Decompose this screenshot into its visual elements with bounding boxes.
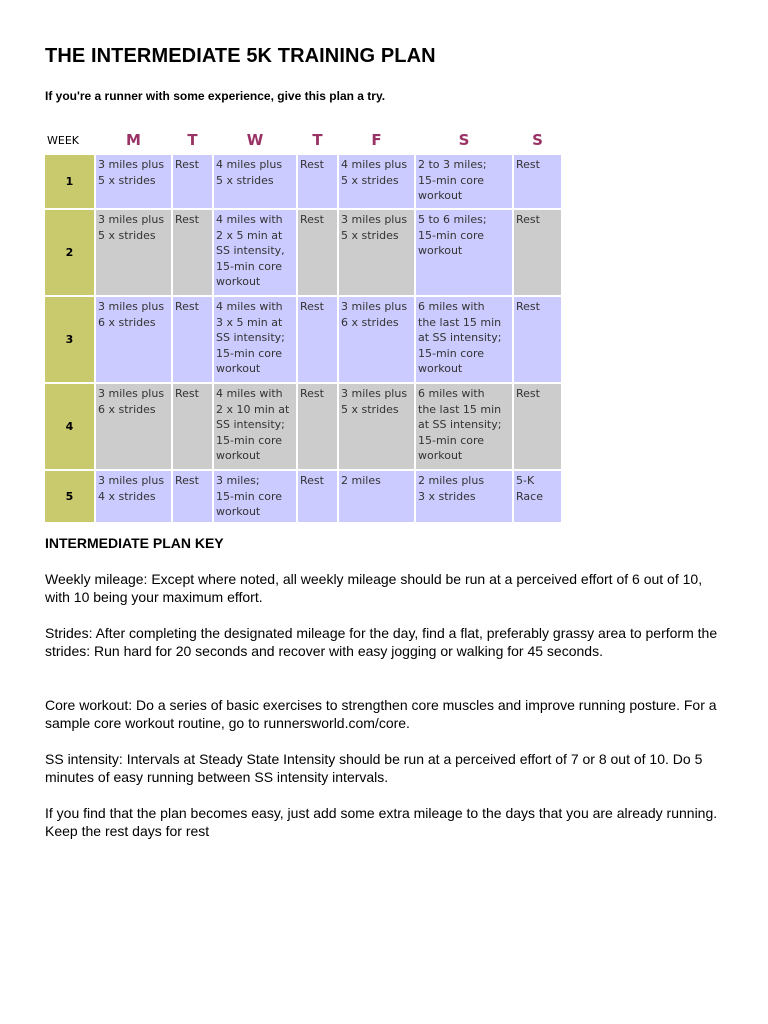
header-saturday: S — [458, 131, 470, 149]
schedule-cell-monday: 3 miles plus 6 x strides — [96, 297, 171, 382]
schedule-row — [45, 297, 561, 382]
header-tuesday: T — [187, 131, 198, 149]
header-week: WEEK — [47, 133, 79, 147]
header-monday: M — [126, 131, 141, 149]
schedule-cell-saturday: 2 miles plus 3 x strides — [416, 471, 512, 522]
schedule-cell-wednesday: 4 miles with 3 x 5 min at SS intensity; 15-min core workout — [214, 297, 296, 382]
week-number: 3 — [45, 297, 94, 382]
schedule-cell-tuesday: Rest — [173, 297, 212, 382]
schedule-cell-monday: 3 miles plus 4 x strides — [96, 471, 171, 522]
week-number: 1 — [45, 155, 94, 208]
schedule-cell-tuesday: Rest — [173, 155, 212, 208]
schedule-cell-sunday: Rest — [514, 384, 561, 469]
schedule-header-row — [45, 127, 561, 153]
schedule-row — [45, 210, 561, 295]
key-core-workout: Core workout: Do a series of basic exercises to strengthen core muscles and improve running posture. For a sample core workout routine, go to runnersworld.com/core. — [45, 697, 717, 731]
header-wednesday: W — [246, 131, 264, 149]
schedule-row — [45, 155, 561, 208]
schedule-row — [45, 384, 561, 469]
key-closing-note: If you find that the plan becomes easy, just add some extra mileage to the days that you are already running. Keep the rest days for rest — [45, 805, 718, 839]
schedule-cell-friday: 3 miles plus 5 x strides — [339, 210, 414, 295]
schedule-cell-sunday: Rest — [514, 210, 561, 295]
schedule-cell-saturday: 6 miles with the last 15 min at SS intensity; 15-min core workout — [416, 384, 512, 469]
schedule-cell-sunday: Rest — [514, 297, 561, 382]
schedule-cell-friday: 3 miles plus 6 x strides — [339, 297, 414, 382]
week-number: 5 — [45, 471, 94, 522]
schedule-cell-tuesday: Rest — [173, 384, 212, 469]
schedule-cell-friday: 3 miles plus 5 x strides — [339, 384, 414, 469]
key-weekly-mileage: Weekly mileage: Except where noted, all weekly mileage should be run at a perceived effort of 6 out of 10, with 10 being your maximum effort. — [45, 571, 703, 605]
page-subtitle: If you're a runner with some experience, give this plan a try. — [45, 89, 386, 103]
schedule-cell-sunday-race: 5-K Race — [514, 471, 561, 522]
schedule-cell-thursday: Rest — [298, 297, 337, 382]
schedule-cell-monday: 3 miles plus 5 x strides — [96, 210, 171, 295]
schedule-row — [45, 471, 561, 522]
week-number: 4 — [45, 384, 94, 469]
header-friday: F — [371, 131, 382, 149]
schedule-cell-tuesday: Rest — [173, 210, 212, 295]
schedule-cell-wednesday: 3 miles; 15-min core workout — [214, 471, 296, 522]
key-strides: Strides: After completing the designated mileage for the day, find a flat, preferably grassy area to perform the strides: Run hard for 20 seconds and recover with easy jogging or walking for 45 seconds. — [45, 625, 718, 659]
schedule-cell-thursday: Rest — [298, 210, 337, 295]
plan-key-heading: INTERMEDIATE PLAN KEY — [45, 535, 224, 551]
schedule-cell-sunday: Rest — [514, 155, 561, 208]
schedule-cell-monday: 3 miles plus 5 x strides — [96, 155, 171, 208]
page-title: THE INTERMEDIATE 5K TRAINING PLAN — [45, 45, 436, 67]
key-ss-intensity: SS intensity: Intervals at Steady State Intensity should be run at a perceived effort of 7 or 8 out of 10. Do 5 minutes of easy running between SS intensity intervals. — [45, 751, 703, 785]
schedule-cell-thursday: Rest — [298, 155, 337, 208]
week-number: 2 — [45, 210, 94, 295]
schedule-cell-friday: 2 miles — [339, 471, 414, 522]
schedule-cell-wednesday: 4 miles plus 5 x strides — [214, 155, 296, 208]
schedule-cell-thursday: Rest — [298, 384, 337, 469]
header-sunday: S — [532, 131, 543, 149]
schedule-cell-saturday: 5 to 6 miles; 15-min core workout — [416, 210, 512, 295]
schedule-cell-friday: 4 miles plus 5 x strides — [339, 155, 414, 208]
schedule-cell-tuesday: Rest — [173, 471, 212, 522]
schedule-cell-wednesday: 4 miles with 2 x 5 min at SS intensity, 15-min core workout — [214, 210, 296, 295]
schedule-cell-thursday: Rest — [298, 471, 337, 522]
schedule-cell-saturday: 2 to 3 miles; 15-min core workout — [416, 155, 512, 208]
schedule-cell-saturday: 6 miles with the last 15 min at SS intensity; 15-min core workout — [416, 297, 512, 382]
schedule-cell-wednesday: 4 miles with 2 x 10 min at SS intensity; 15-min core workout — [214, 384, 296, 469]
training-schedule-table — [43, 125, 563, 524]
schedule-cell-monday: 3 miles plus 6 x strides — [96, 384, 171, 469]
header-thursday: T — [312, 131, 323, 149]
